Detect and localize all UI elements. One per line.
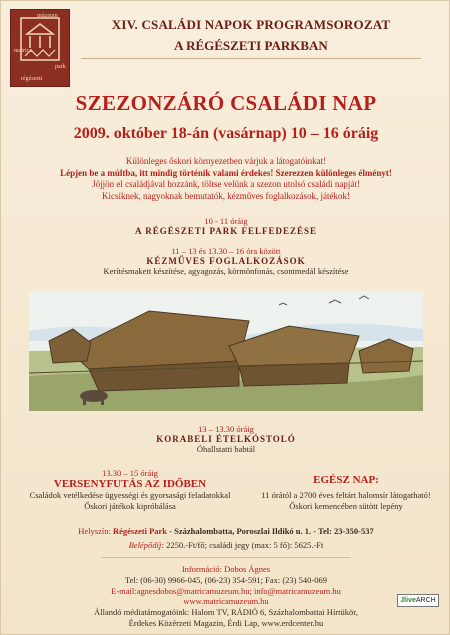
- logo-text-side: múzeum: [37, 13, 58, 19]
- fee-label: Belépődíj:: [128, 540, 165, 550]
- intro-line-2: Lépjen be a múltba, itt mindig történik valami érdekes! Szerezzen különleges élményt!: [60, 167, 392, 178]
- allday-desc-2: Őskori kemencében sütött lepény: [289, 501, 403, 511]
- program-4-desc-2: Őskori játékok kipróbálása: [84, 501, 176, 511]
- program-4-desc-1: Családok vetélkedése ügyességi és gyorsasági feladatokkal: [29, 490, 231, 500]
- info-line-5: Állandó médiatámogatóink: Halom TV, RÁDIÓ 6, Százhalombattai Hírtükör,: [94, 607, 358, 618]
- program-1-time: 10 - 11 óráig: [204, 216, 248, 226]
- museum-building-icon: [19, 16, 61, 62]
- program-3-desc: Óhallstatti babtál: [196, 444, 256, 454]
- livearch-badge: [397, 594, 439, 607]
- program-1: [1, 216, 450, 236]
- badge-right: ARCH: [415, 597, 436, 604]
- logo-text-side2: park: [55, 64, 66, 70]
- logo-text-top: matrica: [14, 48, 32, 54]
- program-3-head: KORABELI ÉTELKÓSTOLÓ: [156, 434, 296, 444]
- info-line-1: Információ: Dobos Ágnes: [181, 564, 271, 574]
- village-painting-image: [29, 291, 423, 411]
- allday-desc-1: 11 órától a 2700 éves feltárt halomsír látogatható!: [261, 490, 431, 500]
- contact-info: [1, 564, 450, 629]
- info-line-2: Tel: (06-30) 9966-045, (06-23) 354-591; Fax: (23) 540-069: [125, 574, 327, 585]
- event-date: 2009. október 18-án (vasárnap) 10 – 16 óráig: [73, 125, 379, 142]
- intro-line-3: Jöjjön el családjával hozzánk, töltse velünk a szezon utolsó családi napját!: [92, 179, 360, 189]
- program-4-head: VERSENYFUTÁS AZ IDŐBEN: [53, 478, 207, 490]
- venue-info: [1, 524, 450, 552]
- intro-line-1: Különleges őskori környezetben várjuk a látogatóinkat!: [125, 156, 327, 166]
- fee-text: 2250.-Ft/fő; családi jegy (max: 5 fő): 5625.-Ft: [164, 540, 324, 550]
- info-line-6: Érdekes Közérzeti Magazin, Érdi Lap, www.erdcenter.hu: [128, 617, 324, 628]
- info-website[interactable]: www.matricamuzeum.hu: [183, 596, 269, 607]
- program-2-desc: Kerítésmakett készítése, agyagozás, körmönfonás, csontmedál készítése: [103, 266, 349, 276]
- program-4: [15, 468, 245, 512]
- header-line-2: A RÉGÉSZETI PARKBAN: [174, 38, 328, 53]
- header-divider: [81, 58, 421, 59]
- program-2: [1, 246, 450, 276]
- allday-head: EGÉSZ NAP:: [313, 474, 379, 486]
- program-2-head: KÉZMŰVES FOGLALKOZÁSOK: [146, 256, 306, 266]
- program-3-time: 13 – 13.30 óráig: [198, 424, 254, 434]
- program-2-time: 11 – 13 és 13.30 – 16 óra között: [171, 246, 281, 256]
- program-3: [1, 424, 450, 454]
- venue-name: Régészeti Park: [112, 526, 168, 536]
- page-title: SZEZONZÁRÓ CSALÁDI NAP: [75, 91, 377, 115]
- info-divider: [101, 557, 351, 558]
- museum-logo: [10, 9, 70, 87]
- program-4-time: 13.30 – 15 óráig: [102, 468, 158, 478]
- header-line-1: XIV. CSALÁDI NAPOK PROGRAMSOROZAT: [111, 17, 391, 32]
- info-email[interactable]: E-mail:agnesdobos@matricamuzeum.hu; info@matricamuzeum.hu: [111, 585, 341, 596]
- allday-program: [251, 474, 441, 512]
- badge-left: Jlive: [400, 597, 416, 604]
- logo-text-bottom: régészeti: [21, 76, 43, 82]
- intro-line-4: Kicsiknek, nagyoknak bemutatók, kézműves foglalkozások, játékok!: [102, 190, 350, 201]
- intro-text: [21, 156, 431, 202]
- program-1-head: A RÉGÉSZETI PARK FELFEDEZÉSE: [134, 226, 318, 236]
- venue-address: - Százhalombatta, Poroszlai Ildikó u. 1. - Tel: 23-350-537: [167, 526, 374, 536]
- venue-label: Helyszín:: [78, 526, 111, 536]
